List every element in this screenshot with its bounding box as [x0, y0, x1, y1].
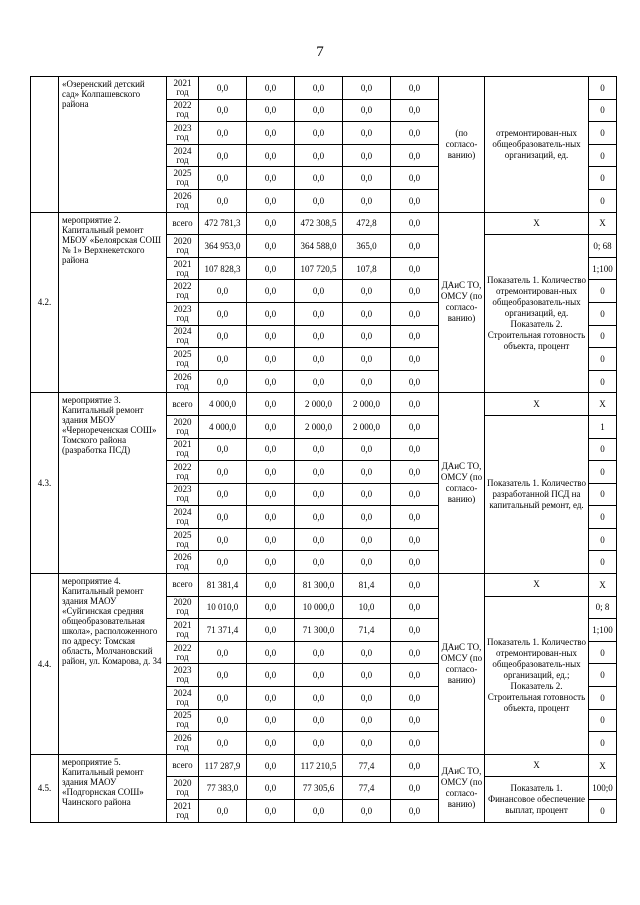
- period-cell: 2025 год: [167, 348, 199, 371]
- period-cell: 2026 год: [167, 189, 199, 212]
- target-value-cell: 0: [589, 280, 617, 303]
- value-cell: 0,0: [343, 77, 391, 100]
- value-cell: 77 383,0: [199, 777, 247, 800]
- value-cell: 0,0: [295, 99, 343, 122]
- value-cell: 0,0: [295, 506, 343, 529]
- value-cell: 0,0: [391, 370, 439, 393]
- value-cell: 0,0: [247, 280, 295, 303]
- value-cell: 0,0: [391, 777, 439, 800]
- target-value-cell: Х: [589, 393, 617, 416]
- value-cell: 0,0: [343, 370, 391, 393]
- period-cell: 2024 год: [167, 144, 199, 167]
- value-cell: 0,0: [295, 461, 343, 484]
- responsible-cell: (по согласо-ванию): [439, 77, 485, 213]
- value-cell: 0,0: [247, 664, 295, 687]
- value-cell: 0,0: [199, 280, 247, 303]
- target-value-cell: 0: [589, 325, 617, 348]
- row-index: 4.5.: [31, 754, 59, 822]
- value-cell: 0,0: [247, 551, 295, 574]
- value-cell: 107,8: [343, 257, 391, 280]
- activity-name: мероприятие 3. Капитальный ремонт здания МБОУ «Чернореченская СОШ» Томского района (разработка ПСД): [59, 393, 167, 574]
- value-cell: 0,0: [343, 280, 391, 303]
- value-cell: 0,0: [247, 800, 295, 823]
- value-cell: 0,0: [247, 144, 295, 167]
- value-cell: 77,4: [343, 754, 391, 777]
- value-cell: 81,4: [343, 574, 391, 597]
- table-row: [31, 754, 617, 777]
- value-cell: 0,0: [247, 122, 295, 145]
- value-cell: 0,0: [247, 709, 295, 732]
- period-cell: всего: [167, 574, 199, 597]
- value-cell: 0,0: [247, 325, 295, 348]
- value-cell: 0,0: [247, 212, 295, 235]
- value-cell: 0,0: [295, 77, 343, 100]
- value-cell: 0,0: [247, 77, 295, 100]
- value-cell: 0,0: [391, 800, 439, 823]
- value-cell: 364 953,0: [199, 235, 247, 258]
- value-cell: 0,0: [391, 596, 439, 619]
- target-value-cell: 0: [589, 687, 617, 710]
- value-cell: 0,0: [295, 483, 343, 506]
- value-cell: 364 588,0: [295, 235, 343, 258]
- period-cell: 2020 год: [167, 596, 199, 619]
- value-cell: 0,0: [247, 528, 295, 551]
- value-cell: 4 000,0: [199, 415, 247, 438]
- period-cell: 2021 год: [167, 800, 199, 823]
- period-cell: 2025 год: [167, 167, 199, 190]
- indicator-total-cell: Х: [485, 574, 589, 597]
- program-table: [30, 76, 617, 823]
- value-cell: 0,0: [391, 348, 439, 371]
- value-cell: 77 305,6: [295, 777, 343, 800]
- target-value-cell: 0: [589, 370, 617, 393]
- target-value-cell: 0: [589, 664, 617, 687]
- target-value-cell: 0: [589, 302, 617, 325]
- value-cell: 0,0: [247, 302, 295, 325]
- value-cell: 0,0: [247, 574, 295, 597]
- target-value-cell: 0: [589, 438, 617, 461]
- period-cell: 2026 год: [167, 370, 199, 393]
- value-cell: 0,0: [247, 461, 295, 484]
- value-cell: 0,0: [247, 754, 295, 777]
- value-cell: 0,0: [295, 641, 343, 664]
- indicator-total-cell: Х: [485, 393, 589, 416]
- target-value-cell: 0: [589, 348, 617, 371]
- target-value-cell: 0; 68: [589, 235, 617, 258]
- period-cell: 2025 год: [167, 528, 199, 551]
- target-value-cell: 0; 8: [589, 596, 617, 619]
- target-value-cell: Х: [589, 754, 617, 777]
- row-index: 4.4.: [31, 574, 59, 755]
- value-cell: 0,0: [295, 189, 343, 212]
- value-cell: 0,0: [247, 415, 295, 438]
- value-cell: 0,0: [343, 800, 391, 823]
- period-cell: всего: [167, 212, 199, 235]
- value-cell: 0,0: [199, 687, 247, 710]
- value-cell: 0,0: [343, 189, 391, 212]
- value-cell: 0,0: [391, 122, 439, 145]
- target-value-cell: Х: [589, 212, 617, 235]
- value-cell: 0,0: [199, 461, 247, 484]
- value-cell: 107 720,5: [295, 257, 343, 280]
- period-cell: 2023 год: [167, 122, 199, 145]
- row-index: 4.2.: [31, 212, 59, 393]
- value-cell: 0,0: [391, 551, 439, 574]
- value-cell: 0,0: [295, 438, 343, 461]
- value-cell: 0,0: [343, 506, 391, 529]
- value-cell: 0,0: [295, 302, 343, 325]
- value-cell: 0,0: [247, 257, 295, 280]
- indicator-cell: Показатель 1. Финансовое обеспечение выплат, процент: [485, 777, 589, 822]
- activity-name: мероприятие 5. Капитальный ремонт здания МАОУ «Подгорнская СОШ» Чаинского района: [59, 754, 167, 822]
- value-cell: 0,0: [391, 325, 439, 348]
- value-cell: 0,0: [247, 483, 295, 506]
- value-cell: 0,0: [391, 664, 439, 687]
- indicator-cell: Показатель 1. Количество отремонтирован-ных общеобразователь-ных организаций, ед. Показатель 2. Строительная готовность объекта, процент: [485, 235, 589, 393]
- value-cell: 71,4: [343, 619, 391, 642]
- value-cell: 4 000,0: [199, 393, 247, 416]
- value-cell: 0,0: [295, 167, 343, 190]
- value-cell: 0,0: [199, 189, 247, 212]
- value-cell: 0,0: [295, 122, 343, 145]
- value-cell: 0,0: [343, 99, 391, 122]
- value-cell: 0,0: [391, 687, 439, 710]
- value-cell: 10 010,0: [199, 596, 247, 619]
- table-row: [31, 393, 617, 416]
- value-cell: 0,0: [391, 506, 439, 529]
- period-cell: 2023 год: [167, 302, 199, 325]
- period-cell: 2021 год: [167, 619, 199, 642]
- value-cell: 0,0: [247, 777, 295, 800]
- target-value-cell: 0: [589, 461, 617, 484]
- value-cell: 0,0: [199, 664, 247, 687]
- value-cell: 0,0: [343, 144, 391, 167]
- value-cell: 0,0: [343, 687, 391, 710]
- period-cell: 2021 год: [167, 77, 199, 100]
- value-cell: 0,0: [295, 687, 343, 710]
- period-cell: 2022 год: [167, 641, 199, 664]
- target-value-cell: 0: [589, 167, 617, 190]
- period-cell: 2021 год: [167, 257, 199, 280]
- target-value-cell: 0: [589, 732, 617, 755]
- period-cell: 2020 год: [167, 777, 199, 800]
- value-cell: 0,0: [199, 167, 247, 190]
- target-value-cell: 0: [589, 77, 617, 100]
- value-cell: 81 300,0: [295, 574, 343, 597]
- target-value-cell: 100;0: [589, 777, 617, 800]
- indicator-cell: Показатель 1. Количество отремонтирован-ных общеобразователь-ных организаций, ед.; Показатель 2. Строительная готовность объекта, процент: [485, 596, 589, 754]
- value-cell: 0,0: [295, 280, 343, 303]
- value-cell: 0,0: [391, 754, 439, 777]
- value-cell: 0,0: [343, 122, 391, 145]
- period-cell: 2024 год: [167, 687, 199, 710]
- value-cell: 0,0: [391, 438, 439, 461]
- value-cell: 0,0: [343, 302, 391, 325]
- value-cell: 71 371,4: [199, 619, 247, 642]
- page-number: 7: [316, 44, 324, 60]
- value-cell: 0,0: [391, 619, 439, 642]
- table-row: [31, 574, 617, 597]
- value-cell: 0,0: [391, 574, 439, 597]
- target-value-cell: 0: [589, 122, 617, 145]
- value-cell: 365,0: [343, 235, 391, 258]
- row-index: [31, 77, 59, 213]
- value-cell: 0,0: [343, 664, 391, 687]
- value-cell: 0,0: [247, 596, 295, 619]
- value-cell: 0,0: [391, 641, 439, 664]
- value-cell: 0,0: [391, 528, 439, 551]
- period-cell: 2023 год: [167, 664, 199, 687]
- value-cell: 0,0: [295, 348, 343, 371]
- period-cell: всего: [167, 393, 199, 416]
- period-cell: 2022 год: [167, 461, 199, 484]
- value-cell: 0,0: [247, 370, 295, 393]
- target-value-cell: 1: [589, 415, 617, 438]
- value-cell: 10,0: [343, 596, 391, 619]
- value-cell: 0,0: [391, 99, 439, 122]
- value-cell: 0,0: [343, 641, 391, 664]
- value-cell: 0,0: [199, 732, 247, 755]
- value-cell: 0,0: [199, 99, 247, 122]
- target-value-cell: 0: [589, 483, 617, 506]
- value-cell: 0,0: [199, 528, 247, 551]
- value-cell: 81 381,4: [199, 574, 247, 597]
- value-cell: 0,0: [391, 483, 439, 506]
- value-cell: 2 000,0: [343, 393, 391, 416]
- value-cell: 0,0: [343, 732, 391, 755]
- value-cell: 0,0: [391, 709, 439, 732]
- responsible-cell: ДАиС ТО, ОМСУ (по согласо-ванию): [439, 754, 485, 822]
- period-cell: всего: [167, 754, 199, 777]
- period-cell: 2021 год: [167, 438, 199, 461]
- value-cell: 0,0: [199, 506, 247, 529]
- value-cell: 0,0: [391, 212, 439, 235]
- value-cell: 0,0: [247, 235, 295, 258]
- responsible-cell: ДАиС ТО, ОМСУ (по согласо-ванию): [439, 393, 485, 574]
- value-cell: 0,0: [343, 551, 391, 574]
- value-cell: 0,0: [343, 167, 391, 190]
- period-cell: 2023 год: [167, 483, 199, 506]
- period-cell: 2020 год: [167, 415, 199, 438]
- value-cell: 0,0: [295, 664, 343, 687]
- target-value-cell: 1;100: [589, 257, 617, 280]
- value-cell: 77,4: [343, 777, 391, 800]
- responsible-cell: ДАиС ТО, ОМСУ (по согласо-ванию): [439, 574, 485, 755]
- value-cell: 0,0: [199, 709, 247, 732]
- value-cell: 0,0: [247, 687, 295, 710]
- activity-name: «Озеренский детский сад» Колпашевского района: [59, 77, 167, 213]
- value-cell: 0,0: [199, 325, 247, 348]
- period-cell: 2025 год: [167, 709, 199, 732]
- value-cell: 10 000,0: [295, 596, 343, 619]
- indicator-cell: Показатель 1. Количество разработанной ПСД на капитальный ремонт, ед.: [485, 415, 589, 573]
- value-cell: 71 300,0: [295, 619, 343, 642]
- period-cell: 2020 год: [167, 235, 199, 258]
- value-cell: 0,0: [199, 800, 247, 823]
- indicator-cell: отремонтирован-ных общеобразователь-ных организаций, ед.: [485, 77, 589, 213]
- period-cell: 2024 год: [167, 506, 199, 529]
- value-cell: 0,0: [343, 461, 391, 484]
- value-cell: 0,0: [295, 551, 343, 574]
- value-cell: 0,0: [391, 144, 439, 167]
- value-cell: 0,0: [391, 235, 439, 258]
- value-cell: 0,0: [247, 99, 295, 122]
- target-value-cell: 0: [589, 144, 617, 167]
- value-cell: 0,0: [295, 144, 343, 167]
- table-row: [31, 212, 617, 235]
- target-value-cell: 0: [589, 551, 617, 574]
- target-value-cell: 1;100: [589, 619, 617, 642]
- value-cell: 0,0: [391, 302, 439, 325]
- target-value-cell: 0: [589, 189, 617, 212]
- value-cell: 472,8: [343, 212, 391, 235]
- value-cell: 0,0: [343, 528, 391, 551]
- value-cell: 107 828,3: [199, 257, 247, 280]
- value-cell: 0,0: [247, 167, 295, 190]
- value-cell: 0,0: [295, 800, 343, 823]
- value-cell: 0,0: [199, 641, 247, 664]
- target-value-cell: 0: [589, 641, 617, 664]
- target-value-cell: Х: [589, 574, 617, 597]
- indicator-total-cell: Х: [485, 754, 589, 777]
- table-row: [31, 77, 617, 100]
- value-cell: 2 000,0: [295, 393, 343, 416]
- value-cell: 0,0: [199, 122, 247, 145]
- value-cell: 0,0: [343, 438, 391, 461]
- value-cell: 0,0: [199, 370, 247, 393]
- value-cell: 0,0: [247, 506, 295, 529]
- value-cell: 0,0: [199, 144, 247, 167]
- period-cell: 2026 год: [167, 732, 199, 755]
- value-cell: 0,0: [391, 280, 439, 303]
- value-cell: 0,0: [391, 189, 439, 212]
- value-cell: 0,0: [343, 325, 391, 348]
- target-value-cell: 0: [589, 709, 617, 732]
- value-cell: 0,0: [391, 167, 439, 190]
- value-cell: 472 308,5: [295, 212, 343, 235]
- value-cell: 0,0: [343, 483, 391, 506]
- activity-name: мероприятие 4. Капитальный ремонт здания МАОУ «Суйгинская средняя общеобразовательная школа», расположенного по адресу: Томская область, Молчановский район, ул. Комарова, д. 34: [59, 574, 167, 755]
- value-cell: 0,0: [391, 732, 439, 755]
- value-cell: 0,0: [343, 348, 391, 371]
- indicator-total-cell: Х: [485, 212, 589, 235]
- value-cell: 0,0: [199, 348, 247, 371]
- value-cell: 0,0: [247, 732, 295, 755]
- period-cell: 2022 год: [167, 99, 199, 122]
- value-cell: 0,0: [295, 528, 343, 551]
- value-cell: 0,0: [295, 709, 343, 732]
- value-cell: 2 000,0: [295, 415, 343, 438]
- value-cell: 0,0: [247, 619, 295, 642]
- value-cell: 0,0: [391, 461, 439, 484]
- value-cell: 0,0: [295, 325, 343, 348]
- value-cell: 0,0: [199, 551, 247, 574]
- value-cell: 0,0: [247, 393, 295, 416]
- period-cell: 2022 год: [167, 280, 199, 303]
- responsible-cell: ДАиС ТО, ОМСУ (по согласо-ванию): [439, 212, 485, 393]
- value-cell: 117 210,5: [295, 754, 343, 777]
- period-cell: 2024 год: [167, 325, 199, 348]
- value-cell: 0,0: [199, 302, 247, 325]
- value-cell: 0,0: [247, 348, 295, 371]
- target-value-cell: 0: [589, 528, 617, 551]
- value-cell: 0,0: [199, 483, 247, 506]
- value-cell: 0,0: [295, 732, 343, 755]
- value-cell: 0,0: [295, 370, 343, 393]
- row-index: 4.3.: [31, 393, 59, 574]
- value-cell: 0,0: [247, 189, 295, 212]
- value-cell: 0,0: [391, 257, 439, 280]
- value-cell: 0,0: [391, 77, 439, 100]
- value-cell: 0,0: [199, 438, 247, 461]
- period-cell: 2026 год: [167, 551, 199, 574]
- activity-name: мероприятие 2. Капитальный ремонт МБОУ «Белоярская СОШ № 1» Верхнекетского района: [59, 212, 167, 393]
- value-cell: 0,0: [343, 709, 391, 732]
- value-cell: 2 000,0: [343, 415, 391, 438]
- value-cell: 0,0: [247, 641, 295, 664]
- value-cell: 0,0: [199, 77, 247, 100]
- value-cell: 0,0: [391, 415, 439, 438]
- target-value-cell: 0: [589, 506, 617, 529]
- target-value-cell: 0: [589, 800, 617, 823]
- value-cell: 472 781,3: [199, 212, 247, 235]
- value-cell: 0,0: [247, 438, 295, 461]
- value-cell: 117 287,9: [199, 754, 247, 777]
- value-cell: 0,0: [391, 393, 439, 416]
- target-value-cell: 0: [589, 99, 617, 122]
